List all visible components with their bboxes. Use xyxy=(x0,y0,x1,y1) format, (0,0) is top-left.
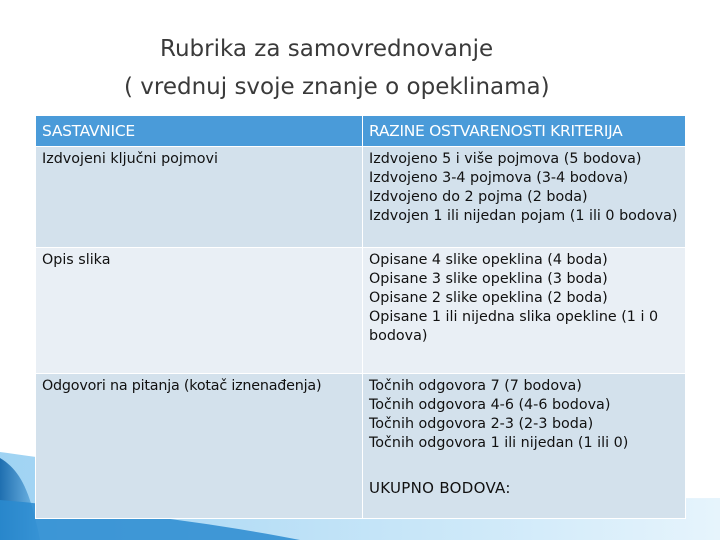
level-line: Opisane 3 slike opeklina (3 boda) xyxy=(369,271,608,287)
table-row xyxy=(36,147,686,248)
row-component-key-terms: Izdvojeni ključni pojmovi xyxy=(36,147,363,248)
rubric-table xyxy=(35,115,686,519)
level-line: Točnih odgovora 2-3 (2-3 boda) xyxy=(369,416,594,432)
level-line: Izdvojen 1 ili nijedan pojam (1 ili 0 bodova) xyxy=(369,208,678,224)
level-line: Opisane 2 slike opeklina (2 boda) xyxy=(369,290,608,306)
level-line: Točnih odgovora 4-6 (4-6 bodova) xyxy=(369,397,611,413)
row-levels-key-terms xyxy=(363,147,686,248)
total-points-label: UKUPNO BODOVA: xyxy=(369,479,511,497)
level-line: Izdvojeno 3-4 pojmova (3-4 bodova) xyxy=(369,170,629,186)
table-row xyxy=(36,374,686,519)
level-line: Izdvojeno 5 i više pojmova (5 bodova) xyxy=(369,151,642,167)
row-component-image-description: Opis slika xyxy=(36,248,363,374)
row-levels-questions xyxy=(363,374,686,519)
level-line: Opisane 4 slike opeklina (4 boda) xyxy=(369,252,608,268)
header-criteria-levels: RAZINE OSTVARENOSTI KRITERIJA xyxy=(363,116,686,147)
title-line-2: ( vrednuj svoje znanje o opeklinama) xyxy=(124,74,550,100)
table-row xyxy=(36,248,686,374)
row-levels-image-description xyxy=(363,248,686,374)
table-header-row xyxy=(36,116,686,147)
row-component-questions: Odgovori na pitanja (kotač iznenađenja) xyxy=(36,374,363,519)
level-line: Točnih odgovora 1 ili nijedan (1 ili 0) xyxy=(369,435,629,451)
level-line: Izdvojeno do 2 pojma (2 boda) xyxy=(369,189,588,205)
header-components: SASTAVNICE xyxy=(36,116,363,147)
level-line: Točnih odgovora 7 (7 bodova) xyxy=(369,378,582,394)
title-line-1: Rubrika za samovrednovanje xyxy=(160,36,494,62)
level-line: Opisane 1 ili nijedna slika opekline (1 i 0 bodova) xyxy=(369,309,659,344)
